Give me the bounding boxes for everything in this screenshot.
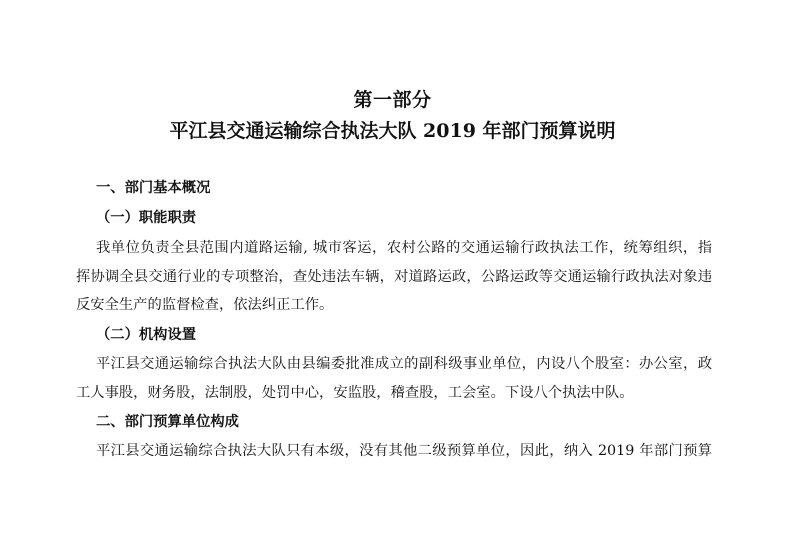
section-2-line-1: 平江县交通运输综合执法大队只有本级，没有其他二级预算单位，因此，纳入 2019 年部门预算 — [96, 443, 712, 459]
document-title: 平江县交通运输综合执法大队 2019 年部门预算说明 — [169, 120, 616, 142]
section-1-1-heading: （一）职能职责 — [96, 210, 197, 226]
part-title: 第一部分 — [353, 89, 432, 111]
section-2-heading: 二、部门预算单位构成 — [96, 414, 239, 430]
section-1-1-line-2: 挥协调全县交通行业的专项整治，查处违法车辆，对道路运政，公路运政等交通运输行政执法对象违 — [76, 269, 712, 285]
section-1-1-line-3: 反安全生产的监督检查，依法纠正工作。 — [76, 297, 334, 313]
section-1-2-heading: （二）机构设置 — [96, 327, 197, 343]
section-1-2-line-1: 平江县交通运输综合执法大队由县编委批准成立的副科级事业单位，内设八个股室：办公室，政 — [96, 356, 712, 372]
section-1-1-line-1: 我单位负责全县范围内道路运输, 城市客运，农村公路的交通运输行政执法工作，统筹组织，指 — [96, 240, 712, 256]
section-1-2-line-2: 工人事股，财务股，法制股，处罚中心，安监股，稽查股，工会室。下设八个执法中队。 — [76, 385, 634, 401]
section-1-heading: 一、部门基本概况 — [96, 180, 211, 196]
